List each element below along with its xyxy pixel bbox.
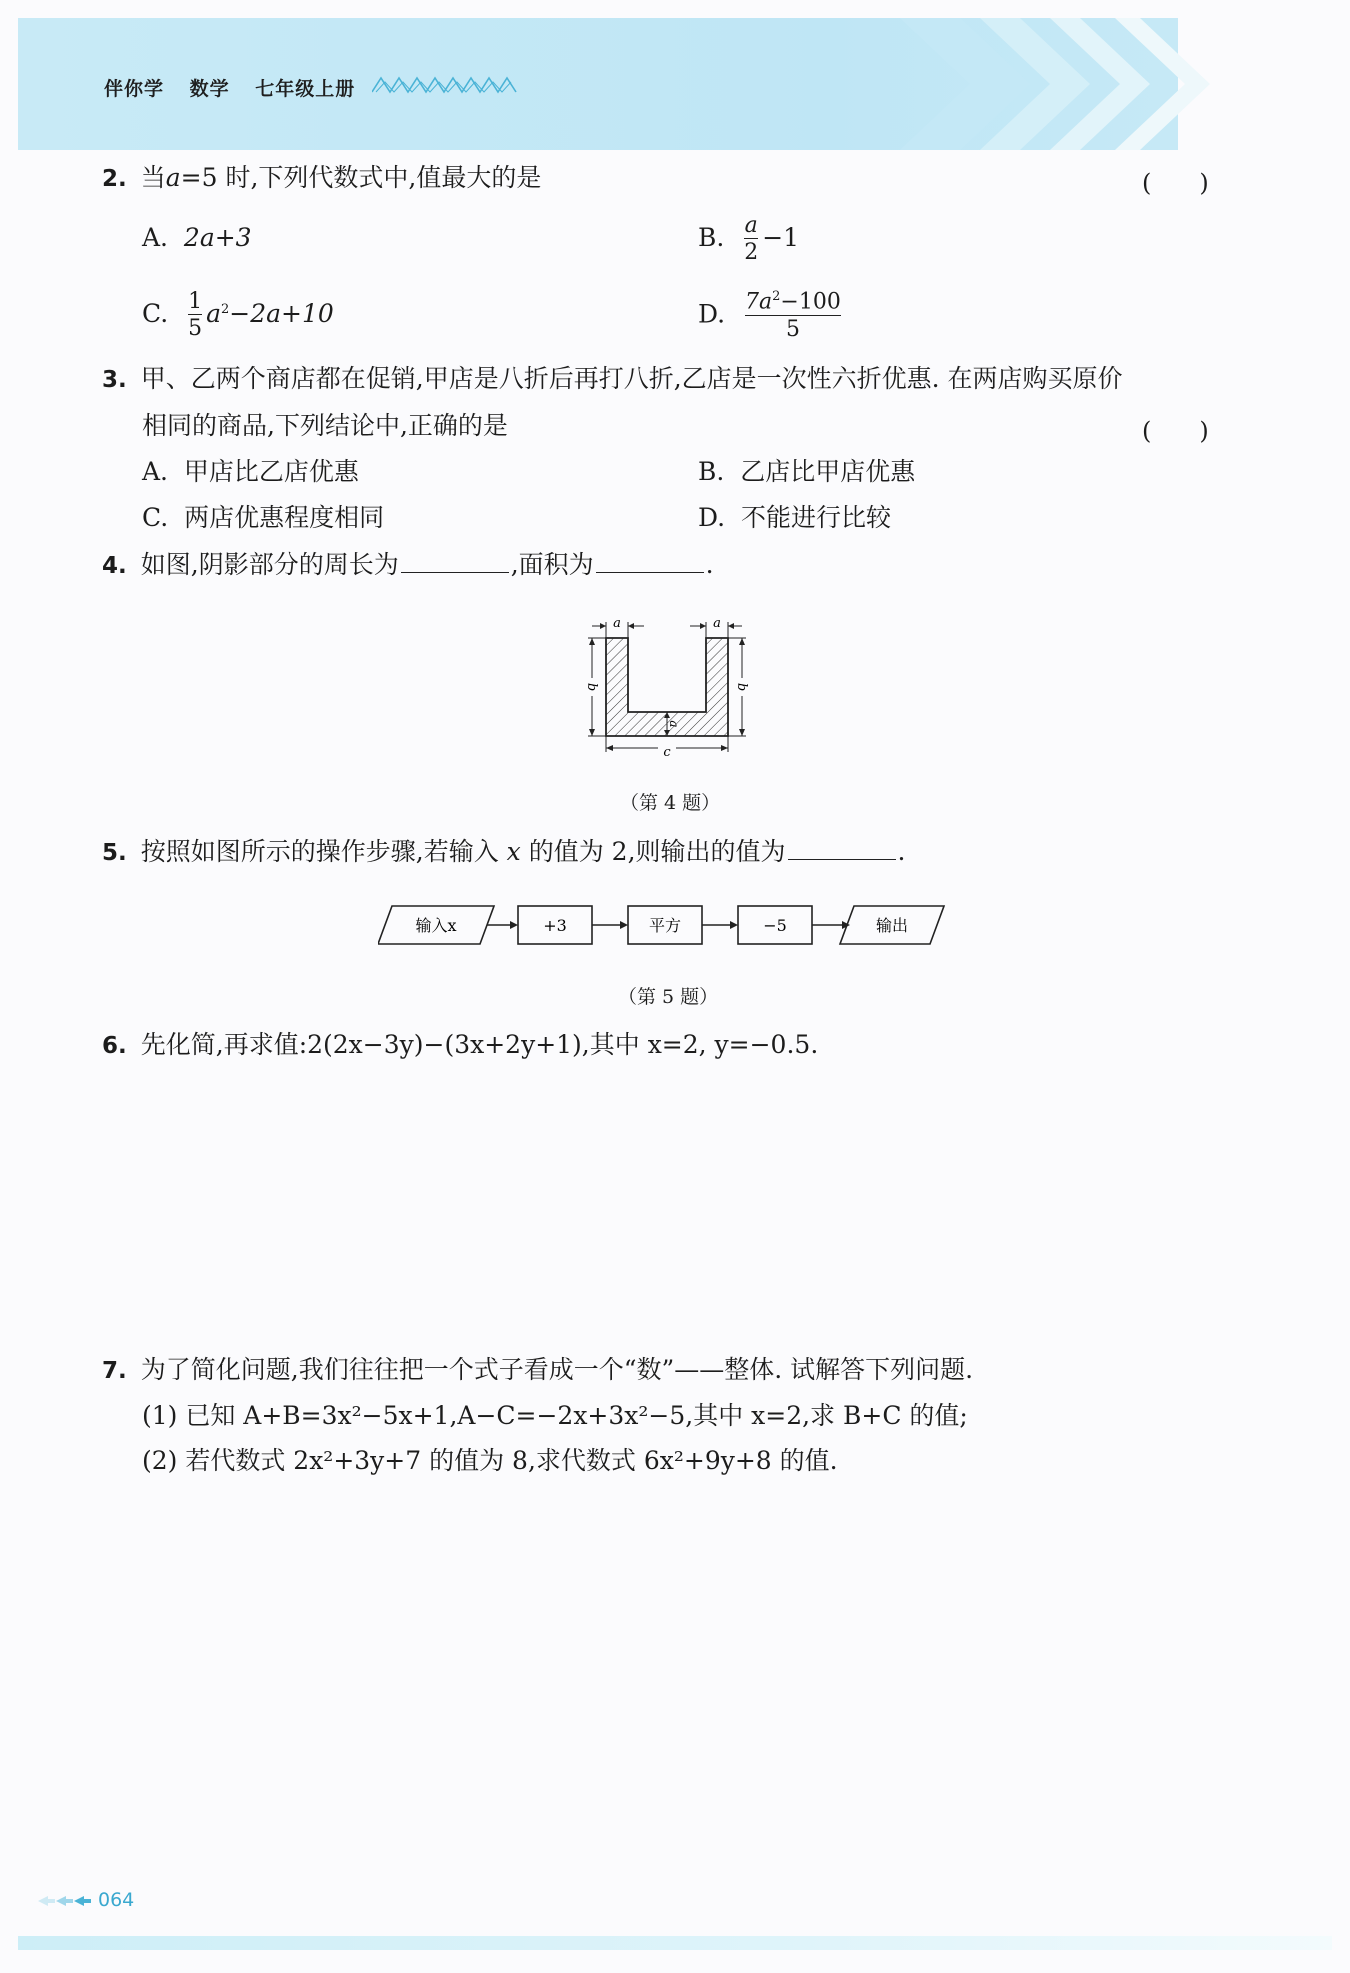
question-text: ,面积为 bbox=[510, 550, 594, 579]
fraction bbox=[188, 290, 202, 341]
option-text: 两店优惠程度相同 bbox=[184, 503, 385, 532]
answer-blank[interactable] bbox=[788, 859, 896, 860]
flow-output-label: 输出 bbox=[875, 916, 909, 935]
fraction-denominator: 5 bbox=[188, 316, 203, 342]
option-text: 不能进行比较 bbox=[741, 503, 892, 532]
option-expression: −2a+10 bbox=[229, 299, 334, 329]
question-number: 6. bbox=[102, 1033, 127, 1059]
q2-option-d bbox=[698, 290, 845, 342]
question-7-stem bbox=[102, 1355, 973, 1386]
question-text: 按照如图所示的操作步骤,若输入 bbox=[140, 837, 499, 866]
header-title bbox=[104, 74, 373, 101]
question-text: 先化简,再求值:2(2x−3y)−(3x+2y+1),其中 x=2, y=−0.5. bbox=[140, 1030, 819, 1059]
footer-band bbox=[18, 1936, 1332, 1950]
question-3-stem-line2: 相同的商品,下列结论中,正确的是 bbox=[142, 411, 508, 440]
q2-option-b bbox=[698, 214, 799, 265]
fraction-numerator: a bbox=[744, 213, 758, 238]
label-c: c bbox=[663, 745, 671, 760]
question-number: 7. bbox=[102, 1358, 127, 1384]
question-number: 2. bbox=[102, 166, 127, 192]
flow-add-label: +3 bbox=[543, 916, 567, 935]
answer-space-6[interactable] bbox=[102, 1080, 1242, 1330]
page-number: 064 bbox=[98, 1889, 135, 1911]
header-book: 伴你学 bbox=[104, 78, 165, 100]
option-letter: A. bbox=[142, 223, 169, 252]
header-subject: 数学 bbox=[189, 78, 230, 100]
option-text: 甲店比乙店优惠 bbox=[183, 457, 359, 486]
question-number: 3. bbox=[102, 367, 127, 393]
answer-blank[interactable] bbox=[596, 572, 704, 573]
question-4-stem bbox=[102, 550, 714, 581]
math-variable: x bbox=[506, 837, 521, 866]
q3-option-d bbox=[698, 503, 891, 533]
question-5-stem bbox=[102, 837, 905, 868]
option-text: 乙店比甲店优惠 bbox=[740, 457, 916, 486]
option-letter: D. bbox=[698, 299, 726, 329]
header-zigzag-decoration bbox=[372, 76, 518, 94]
fraction-numerator: 1 bbox=[188, 289, 203, 314]
question-text: =5 时,下列代数式中,值最大的是 bbox=[180, 163, 542, 192]
math-variable: a bbox=[206, 299, 221, 329]
q3-option-b bbox=[698, 457, 915, 487]
u-shape-figure bbox=[578, 614, 778, 764]
math-variable: a bbox=[165, 163, 181, 192]
q2-option-a bbox=[142, 223, 252, 253]
answer-parentheses: ( ) bbox=[1142, 169, 1209, 197]
question-6-stem bbox=[102, 1030, 818, 1061]
question-2-stem bbox=[102, 163, 541, 194]
question-text: 如图,阴影部分的周长为 bbox=[140, 550, 399, 579]
option-letter: D. bbox=[698, 503, 726, 532]
operation-flowchart bbox=[378, 900, 958, 950]
question-3-stem bbox=[102, 364, 1123, 395]
q2-option-c bbox=[142, 290, 334, 341]
question-text: 的值为 2,则输出的值为 bbox=[528, 837, 786, 866]
header-grade: 七年级上册 bbox=[255, 78, 356, 100]
fraction bbox=[745, 290, 841, 342]
label-b-right: b bbox=[734, 682, 749, 692]
math-term: −100 bbox=[780, 289, 841, 315]
figure-5-caption: （第 5 题） bbox=[618, 986, 719, 1008]
question-text: 甲、乙两个商店都在促销,甲店是八折后再打八折,乙店是一次性六折优惠. 在两店购买原价 bbox=[140, 364, 1123, 393]
option-expression: 2a+3 bbox=[183, 223, 252, 252]
option-letter: B. bbox=[698, 223, 725, 253]
flow-subtract-label: −5 bbox=[763, 916, 787, 935]
exponent: 2 bbox=[221, 301, 230, 317]
fraction bbox=[744, 214, 758, 265]
question-number: 5. bbox=[102, 840, 127, 866]
option-letter: A. bbox=[142, 457, 169, 486]
question-text: 当 bbox=[140, 163, 166, 192]
question-7-part-1: (1) 已知 A+B=3x²−5x+1,A−C=−2x+3x²−5,其中 x=2,求 B+C 的值; bbox=[142, 1401, 968, 1430]
fraction-denominator: 5 bbox=[745, 315, 841, 342]
answer-blank[interactable] bbox=[401, 572, 509, 573]
answer-space-7[interactable] bbox=[102, 1500, 1242, 1860]
option-letter: B. bbox=[698, 457, 725, 486]
question-text: . bbox=[705, 550, 714, 579]
exponent: 2 bbox=[772, 289, 781, 304]
q3-option-a bbox=[142, 457, 359, 487]
fraction-numerator bbox=[745, 290, 841, 315]
question-7-part-2: (2) 若代数式 2x²+3y+7 的值为 8,求代数式 6x²+9y+8 的值. bbox=[142, 1446, 838, 1475]
flow-input-label: 输入x bbox=[415, 916, 457, 935]
math-term: 7a bbox=[745, 289, 773, 315]
label-b-left: b bbox=[584, 682, 599, 692]
flow-square-label: 平方 bbox=[648, 916, 682, 935]
option-expression: −1 bbox=[762, 223, 800, 253]
answer-parentheses: ( ) bbox=[1142, 417, 1209, 445]
q3-option-c bbox=[142, 503, 384, 533]
option-letter: C. bbox=[142, 299, 169, 329]
figure-4-caption: （第 4 题） bbox=[620, 792, 721, 814]
footer-arrows-icon bbox=[38, 1894, 94, 1908]
question-text: . bbox=[897, 837, 906, 866]
header-chevron-decoration bbox=[900, 18, 1300, 150]
question-text: 为了简化问题,我们往往把一个式子看成一个“数”——整体. 试解答下列问题. bbox=[140, 1355, 974, 1384]
option-letter: C. bbox=[142, 503, 169, 532]
question-number: 4. bbox=[102, 553, 127, 579]
label-a-inner: a bbox=[667, 720, 681, 728]
label-a-right: a bbox=[713, 616, 721, 631]
fraction-denominator: 2 bbox=[744, 240, 759, 266]
label-a-left: a bbox=[613, 616, 621, 631]
